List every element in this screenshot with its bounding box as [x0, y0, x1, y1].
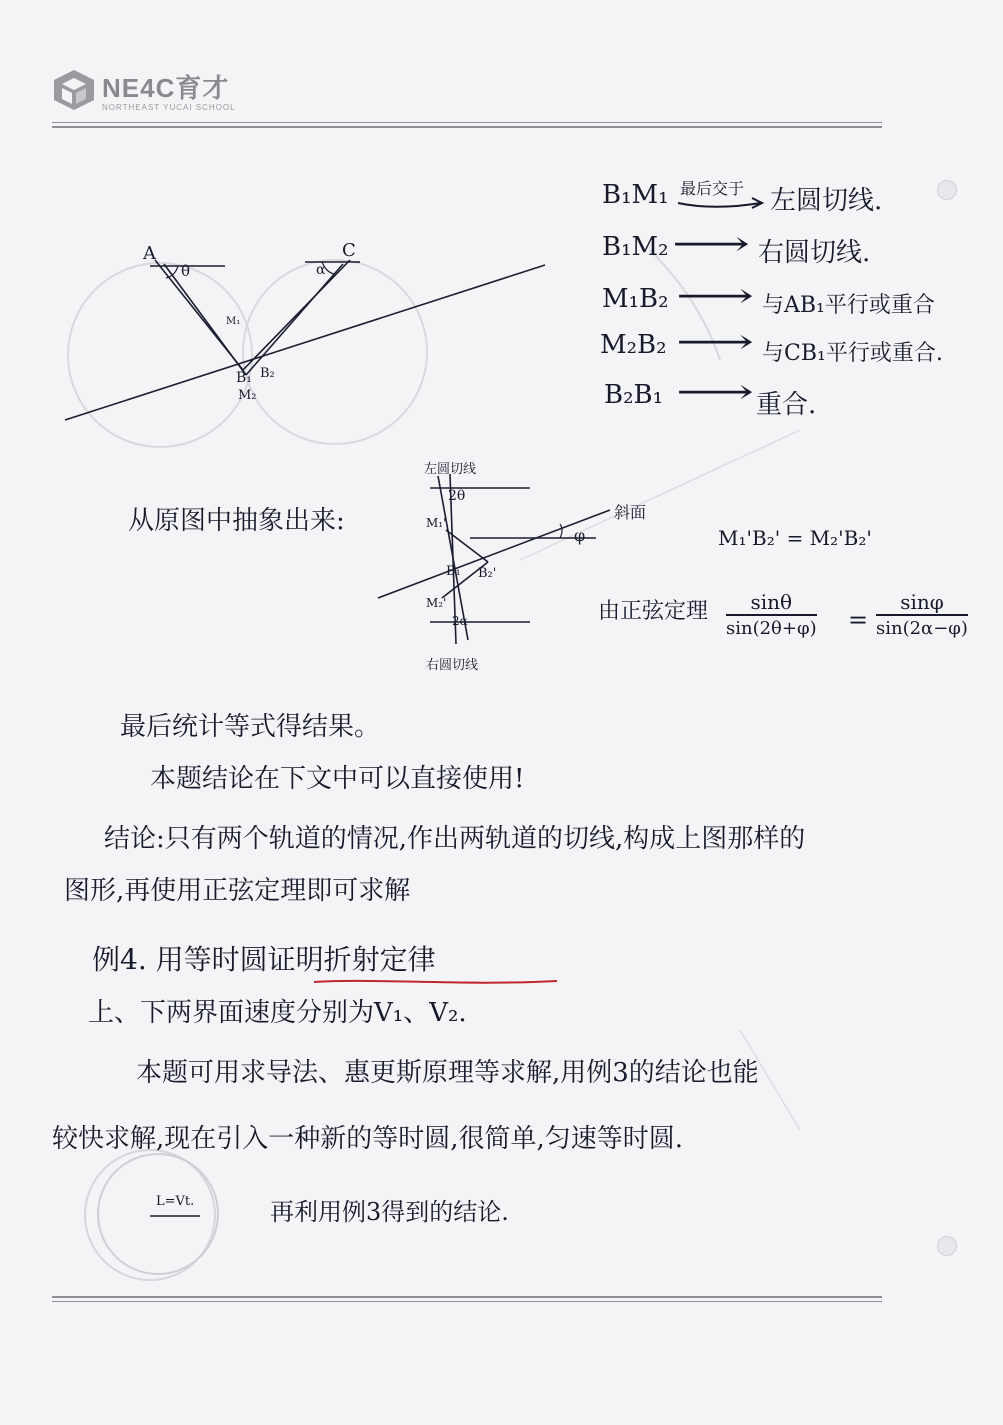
- punch-hole-bottom: [937, 1236, 957, 1256]
- mapping-left-5: B₂B₁: [604, 380, 664, 410]
- diagram-abstract: [370, 470, 620, 660]
- mapping-left-4: M₂B₂: [600, 330, 667, 360]
- school-logo: [52, 68, 236, 112]
- example-4-title: 例4. 用等时圆证明折射定律: [92, 943, 436, 976]
- mapping-right-2: 右圆切线.: [758, 238, 871, 268]
- mapping-left-2: B₁M₂: [602, 232, 669, 262]
- label-slope: 斜面: [614, 503, 647, 522]
- lhs-fraction: [726, 590, 817, 639]
- equal-time-circle: [90, 1150, 230, 1280]
- rhs-fraction: [876, 590, 968, 639]
- mapping-arrow-1: 最后交于: [680, 179, 745, 198]
- mapping-right-3: 与AB₁平行或重合: [762, 293, 935, 318]
- brand-name: NE4C育才: [102, 73, 230, 103]
- label-B1-abstract: B₁: [446, 564, 461, 579]
- lhs-numerator: sinθ: [726, 590, 817, 616]
- mapping-right-1: 左圆切线.: [770, 186, 883, 216]
- footer-rule: [52, 1296, 882, 1298]
- label-M1: M₁: [226, 316, 241, 327]
- body-line-4: 图形,再使用正弦定理即可求解: [64, 876, 411, 906]
- diagram-trajectories: [60, 240, 560, 440]
- rhs-numerator: sinφ: [876, 590, 968, 616]
- footer-rule-2: [52, 1301, 882, 1302]
- mapping-arrow-3: ⟶: [676, 276, 754, 316]
- label-C: C: [342, 240, 356, 261]
- label-right-tangent: 右圆切线: [426, 658, 479, 673]
- header-rule: [52, 122, 882, 123]
- equal-relation: M₁'B₂' = M₂'B₂': [718, 526, 872, 550]
- label-phi: φ: [574, 526, 586, 545]
- cube-logo-icon: [52, 68, 96, 112]
- arrow-icon: [676, 196, 766, 210]
- sine-rule-label: 由正弦定理: [598, 599, 709, 624]
- label-2alpha: 2α: [452, 614, 468, 628]
- label-B1: B₁: [236, 370, 252, 386]
- circle-label: L=Vt.: [156, 1194, 195, 1209]
- mapping-left-1: B₁M₁: [602, 180, 669, 210]
- label-theta: θ: [181, 262, 191, 280]
- body-line-9: 再利用例3得到的结论.: [270, 1198, 509, 1226]
- body-line-8: 较快求解,现在引入一种新的等时圆,很简单,匀速等时圆.: [52, 1124, 684, 1154]
- mapping-right-4: 与CB₁平行或重合.: [762, 341, 943, 366]
- body-line-1: 最后统计等式得结果。: [120, 712, 381, 742]
- mapping-arrow-5: ⟶: [676, 372, 754, 412]
- header-rule-2: [52, 126, 882, 128]
- body-line-3: 结论:只有两个轨道的情况,作出两轨道的切线,构成上图那样的: [104, 824, 806, 854]
- label-M2prime: M₂': [426, 596, 447, 610]
- body-line-2: 本题结论在下文中可以直接使用!: [150, 764, 525, 794]
- label-B2prime: B₂': [478, 566, 497, 581]
- mapping-arrow-2: ⟶: [672, 224, 750, 264]
- label-M2: M₂: [238, 388, 257, 403]
- mapping-arrow-4: ⟶: [676, 322, 754, 362]
- equals-sign: =: [848, 606, 869, 634]
- section-extract: 从原图中抽象出来:: [128, 506, 345, 536]
- underline-mark: [312, 976, 562, 988]
- label-2theta: 2θ: [448, 488, 466, 504]
- punch-hole-top: [937, 180, 957, 200]
- label-B2: B₂: [260, 366, 275, 381]
- body-line-7: 本题可用求导法、惠更斯原理等求解,用例3的结论也能: [136, 1058, 759, 1088]
- label-M1prime: M₁': [426, 516, 447, 530]
- lhs-denominator: sin(2θ+φ): [726, 618, 817, 639]
- mapping-left-3: M₁B₂: [602, 284, 669, 314]
- label-A: A: [143, 243, 156, 264]
- body-line-6: 上、下两界面速度分别为V₁、V₂.: [88, 998, 467, 1028]
- label-alpha: α: [316, 262, 326, 278]
- school-name: NORTHEAST YUCAI SCHOOL: [102, 103, 236, 112]
- rhs-denominator: sin(2α−φ): [876, 618, 968, 639]
- label-left-tangent: 左圆切线: [424, 462, 477, 477]
- mapping-right-5: 重合.: [756, 390, 817, 420]
